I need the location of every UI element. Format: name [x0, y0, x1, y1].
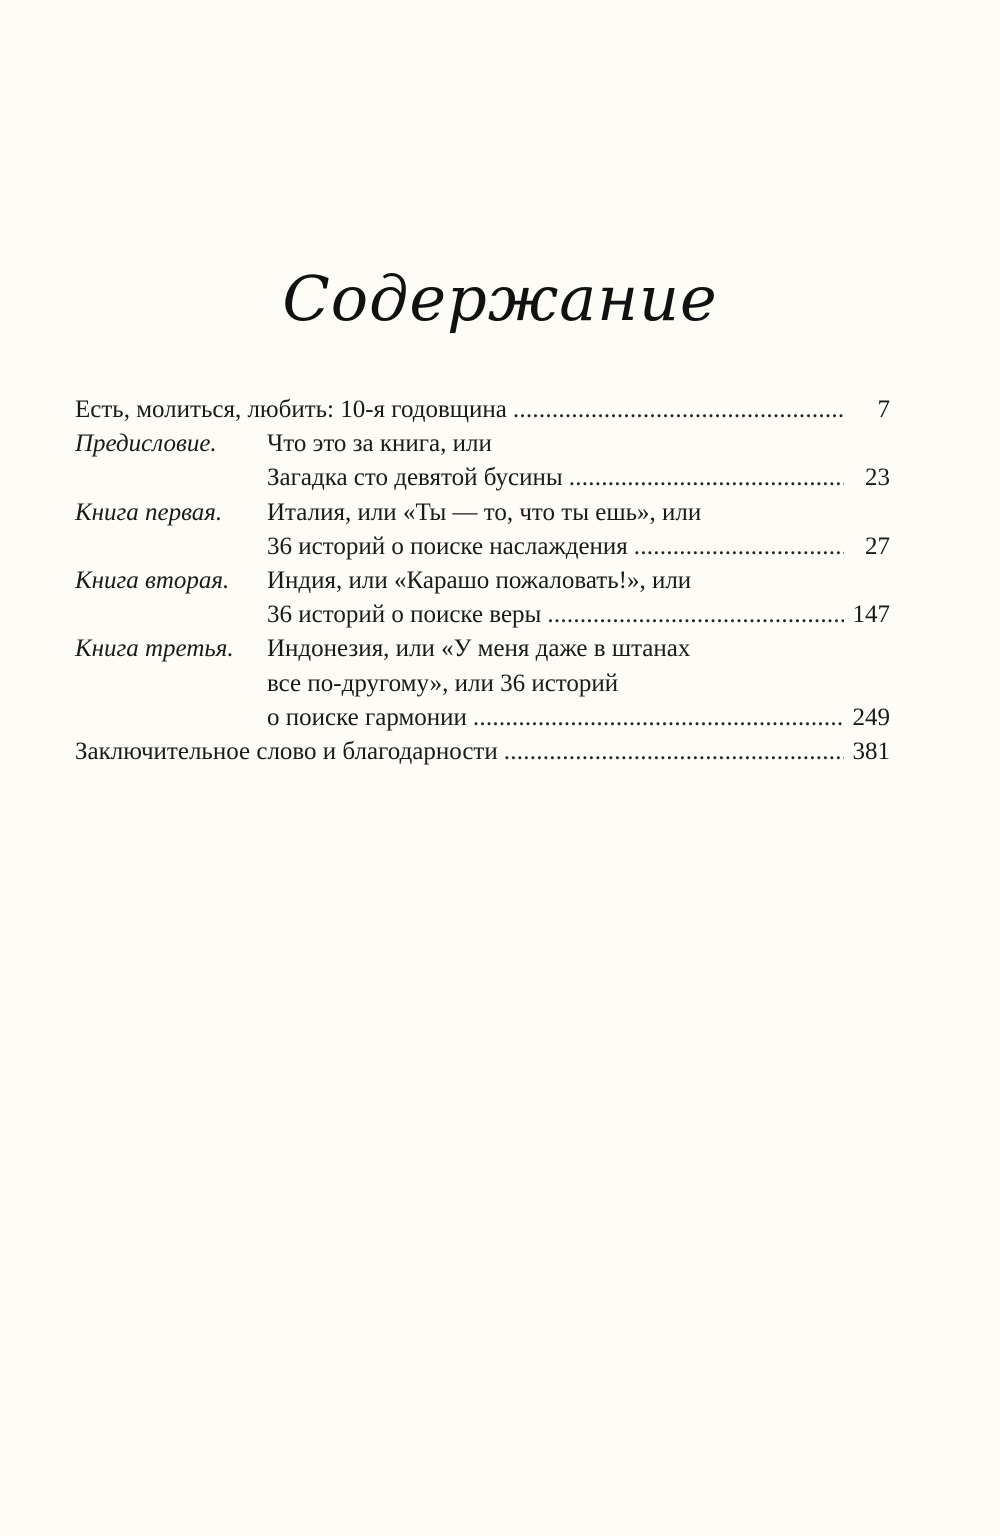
toc-entry [75, 461, 890, 495]
section-label: Книга первая. [75, 498, 223, 526]
toc-page-number: 7 [877, 396, 890, 423]
dot-leader [634, 530, 844, 564]
toc-entry-title: Заключительное слово и благодарности [75, 737, 498, 765]
toc-entry-title: Индия, или «Карашо пожаловать!», или [267, 566, 692, 594]
dot-leader [513, 393, 844, 427]
toc-entry [75, 701, 890, 735]
toc-entry [75, 598, 890, 632]
toc-entry-line [75, 393, 890, 427]
toc-page-number: 249 [852, 703, 890, 731]
toc-entry-title: о поиске гармонии [267, 703, 467, 731]
toc-entry [75, 427, 890, 461]
toc-entry-title: 36 историй о поиске наслаждения [267, 532, 628, 560]
toc-entry [75, 735, 890, 769]
toc-page-number: 27 [865, 532, 890, 560]
toc-entry-title: 36 историй о поиске веры [267, 601, 542, 629]
toc-entry [75, 393, 890, 427]
toc-entry-title: Есть, молиться, любить: 10-я годовщина [75, 396, 507, 423]
section-label: Предисловие. [75, 430, 217, 458]
toc-entry-title: Италия, или «Ты — то, что ты ешь», или [267, 498, 702, 526]
toc-entry [75, 667, 890, 701]
toc-entry [75, 632, 890, 666]
section-label: Книга третья. [75, 635, 234, 663]
toc-page-number: 381 [852, 737, 890, 765]
dot-leader [569, 461, 844, 495]
dot-leader [504, 735, 844, 769]
toc-entry-title: Что это за книга, или [267, 430, 492, 458]
dot-leader [547, 598, 844, 632]
toc-page-number: 23 [865, 464, 890, 492]
toc-entry-line [267, 530, 890, 564]
table-of-contents [75, 393, 890, 769]
toc-entry-line [267, 598, 890, 632]
toc-entry-title: все по-другому», или 36 историй [267, 669, 619, 697]
dot-leader [473, 701, 844, 735]
toc-entry [75, 530, 890, 564]
toc-entry [75, 496, 890, 530]
toc-entry [75, 564, 890, 598]
toc-entry-line [75, 735, 890, 769]
toc-page-number: 147 [852, 601, 890, 629]
toc-entry-line [267, 461, 890, 495]
toc-entry-line [267, 701, 890, 735]
toc-entry-title: Индонезия, или «У меня даже в штанах [267, 635, 691, 663]
section-label: Книга вторая. [75, 566, 230, 594]
toc-entry-title: Загадка сто девятой бусины [267, 464, 563, 492]
page-title: Содержание [282, 262, 718, 335]
